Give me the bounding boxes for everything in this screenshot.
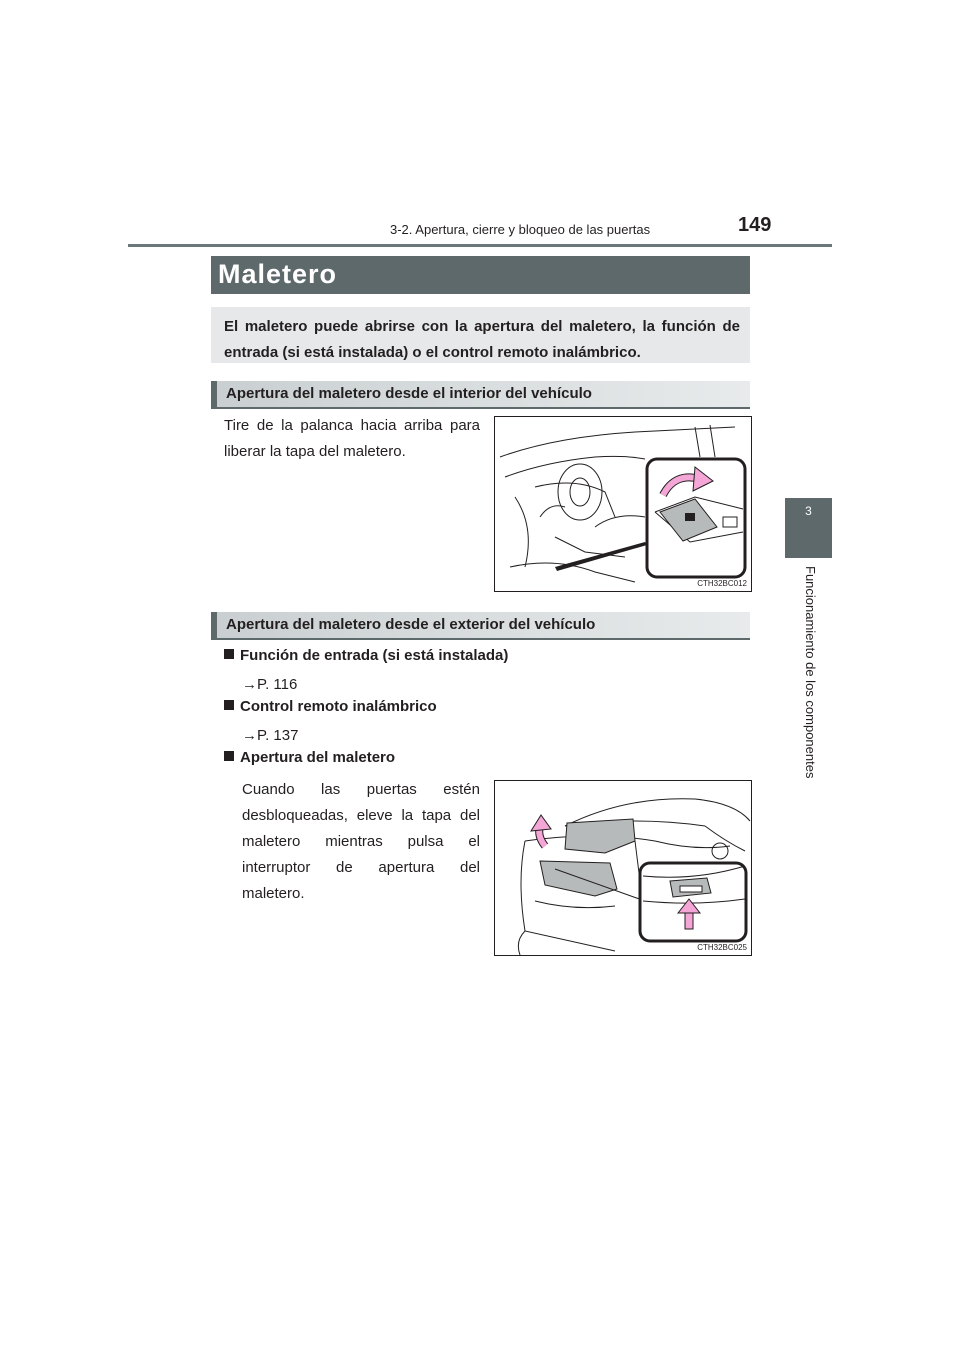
- list-item: [224, 647, 508, 664]
- section2-body: Cuando las puertas estén desbloqueadas, eleve la tapa del maletero mientras pulsa el interruptor de apertura del maletero.: [242, 781, 480, 902]
- chapter-tab: [785, 498, 832, 558]
- section-heading-interior: [211, 381, 750, 409]
- list-item-label: Control remoto inalámbrico: [240, 698, 437, 715]
- section-heading-text: Apertura del maletero desde el interior del vehículo: [226, 385, 592, 402]
- page-title: Maletero: [218, 259, 338, 289]
- square-bullet-icon: [224, 700, 234, 710]
- list-item: [224, 698, 437, 715]
- list-item-label: Función de entrada (si está instalada): [240, 647, 509, 664]
- intro-text: El maletero puede abrirse con la apertura del maletero, la función de entrada (si está instalada) o el control remoto inalámbrico.: [224, 318, 740, 361]
- header-rule: [128, 244, 832, 247]
- page-number: 149: [738, 214, 772, 236]
- exterior-illustration: [495, 781, 751, 955]
- chapter-title: Funcionamiento de los componentes: [803, 566, 818, 779]
- square-bullet-icon: [224, 751, 234, 761]
- page-reference: →P. 137: [242, 727, 299, 744]
- figure-code: CTH32BC025: [697, 943, 747, 952]
- section1-body: Tire de la palanca hacia arriba para liberar la tapa del maletero.: [224, 417, 480, 460]
- chapter-number: 3: [805, 504, 812, 518]
- list-item-label: Apertura del maletero: [240, 749, 396, 766]
- square-bullet-icon: [224, 649, 234, 659]
- list-item: [224, 749, 395, 766]
- page-reference: →P. 116: [242, 676, 298, 693]
- exterior-switch-figure: [494, 780, 752, 956]
- interior-lever-figure: [494, 416, 752, 592]
- section-heading-exterior: [211, 612, 750, 640]
- figure-code: CTH32BC012: [697, 579, 747, 588]
- interior-illustration: [495, 417, 751, 591]
- section-heading-text: Apertura del maletero desde el exterior del vehículo: [226, 616, 596, 633]
- running-header: 3-2. Apertura, cierre y bloqueo de las puertas: [390, 222, 651, 237]
